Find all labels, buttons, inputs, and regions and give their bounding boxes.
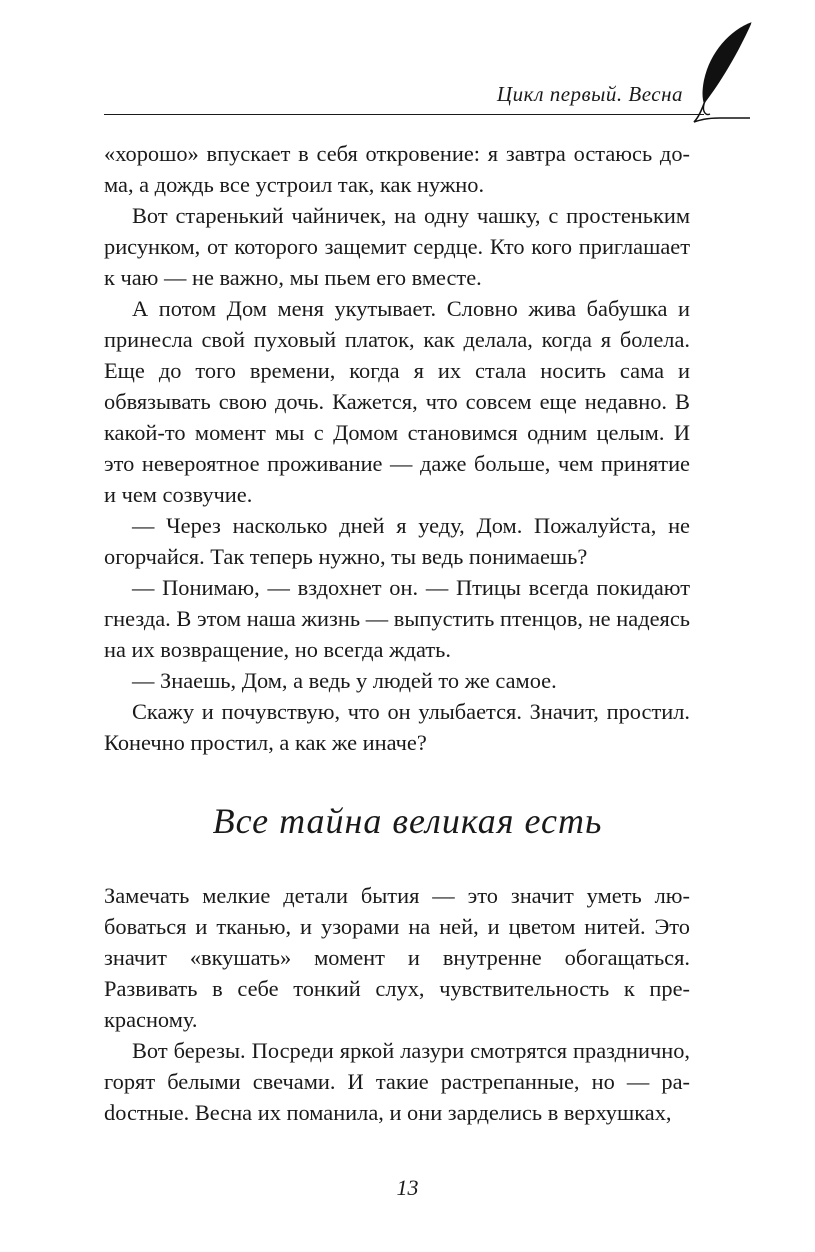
paragraph: Вот старенький чайничек, на одну чашку, с простеньким рисунком, от которого защемит сердце. Кто кого приглашает к чаю — не важно, мы пьем его вместе. [104,203,690,290]
feather-quill-icon [690,18,760,128]
dialogue-paragraph: — Понимаю, — вздохнет он. — Птицы всегда покидают гнезда. В этом наша жизнь — выпустить птенцов, не надеясь на их возвращение, но всегда ждать. [104,575,690,662]
paragraph: «хорошо» впускает в себя откровение: я завтра остаюсь дома, а дождь все устроил так, как нужно. [104,141,690,197]
paragraph: А потом Дом меня укутывает. Словно жива бабушка и принесла свой пуховый платок, как делала, когда я болела. Еще до того времени, когда я их стала носить сама и обвязывать свою дочь. Кажется, что совсем еще недавно. В какой-то момент мы с Домом становимся одним целым. И это невероятное проживание — даже больше, чем принятие и чем созвучие. [104,296,690,507]
running-header-title: Цикл первый. Весна [496,82,683,106]
section-title: Все тайна великая есть [212,801,603,841]
paragraph: Вот березы. Посреди яркой лазури смотрятся празднично, горят белыми свечами. И такие растрепанные, но — раdостные. Весна их поманила, и они зарделись в верхушках, [104,1038,690,1125]
text-block-before-section [104,138,690,758]
paragraph: Скажу и почувствую, что он улыбается. Значит, простил. Конечно простил, а как же иначе? [104,699,690,755]
dialogue-paragraph: — Через насколько дней я уеду, Дом. Пожалуйста, не огорчайся. Так теперь нужно, ты ведь понимаешь? [104,513,690,569]
text-block-after-section [104,880,690,1128]
header-rule [104,114,704,115]
paragraph: Замечать мелкие детали бытия — это значит уметь любоваться и тканью, и узорами на ней, и цветом нитей. Это значит «вкушать» момент и внутренне обогащаться. Развивать в себе тонкий слух, чувствительность к прекрасному. [104,883,690,1032]
page-number: 13 [396,1175,419,1200]
dialogue-paragraph: — Знаешь, Дом, а ведь у людей то же самое. [132,668,557,693]
